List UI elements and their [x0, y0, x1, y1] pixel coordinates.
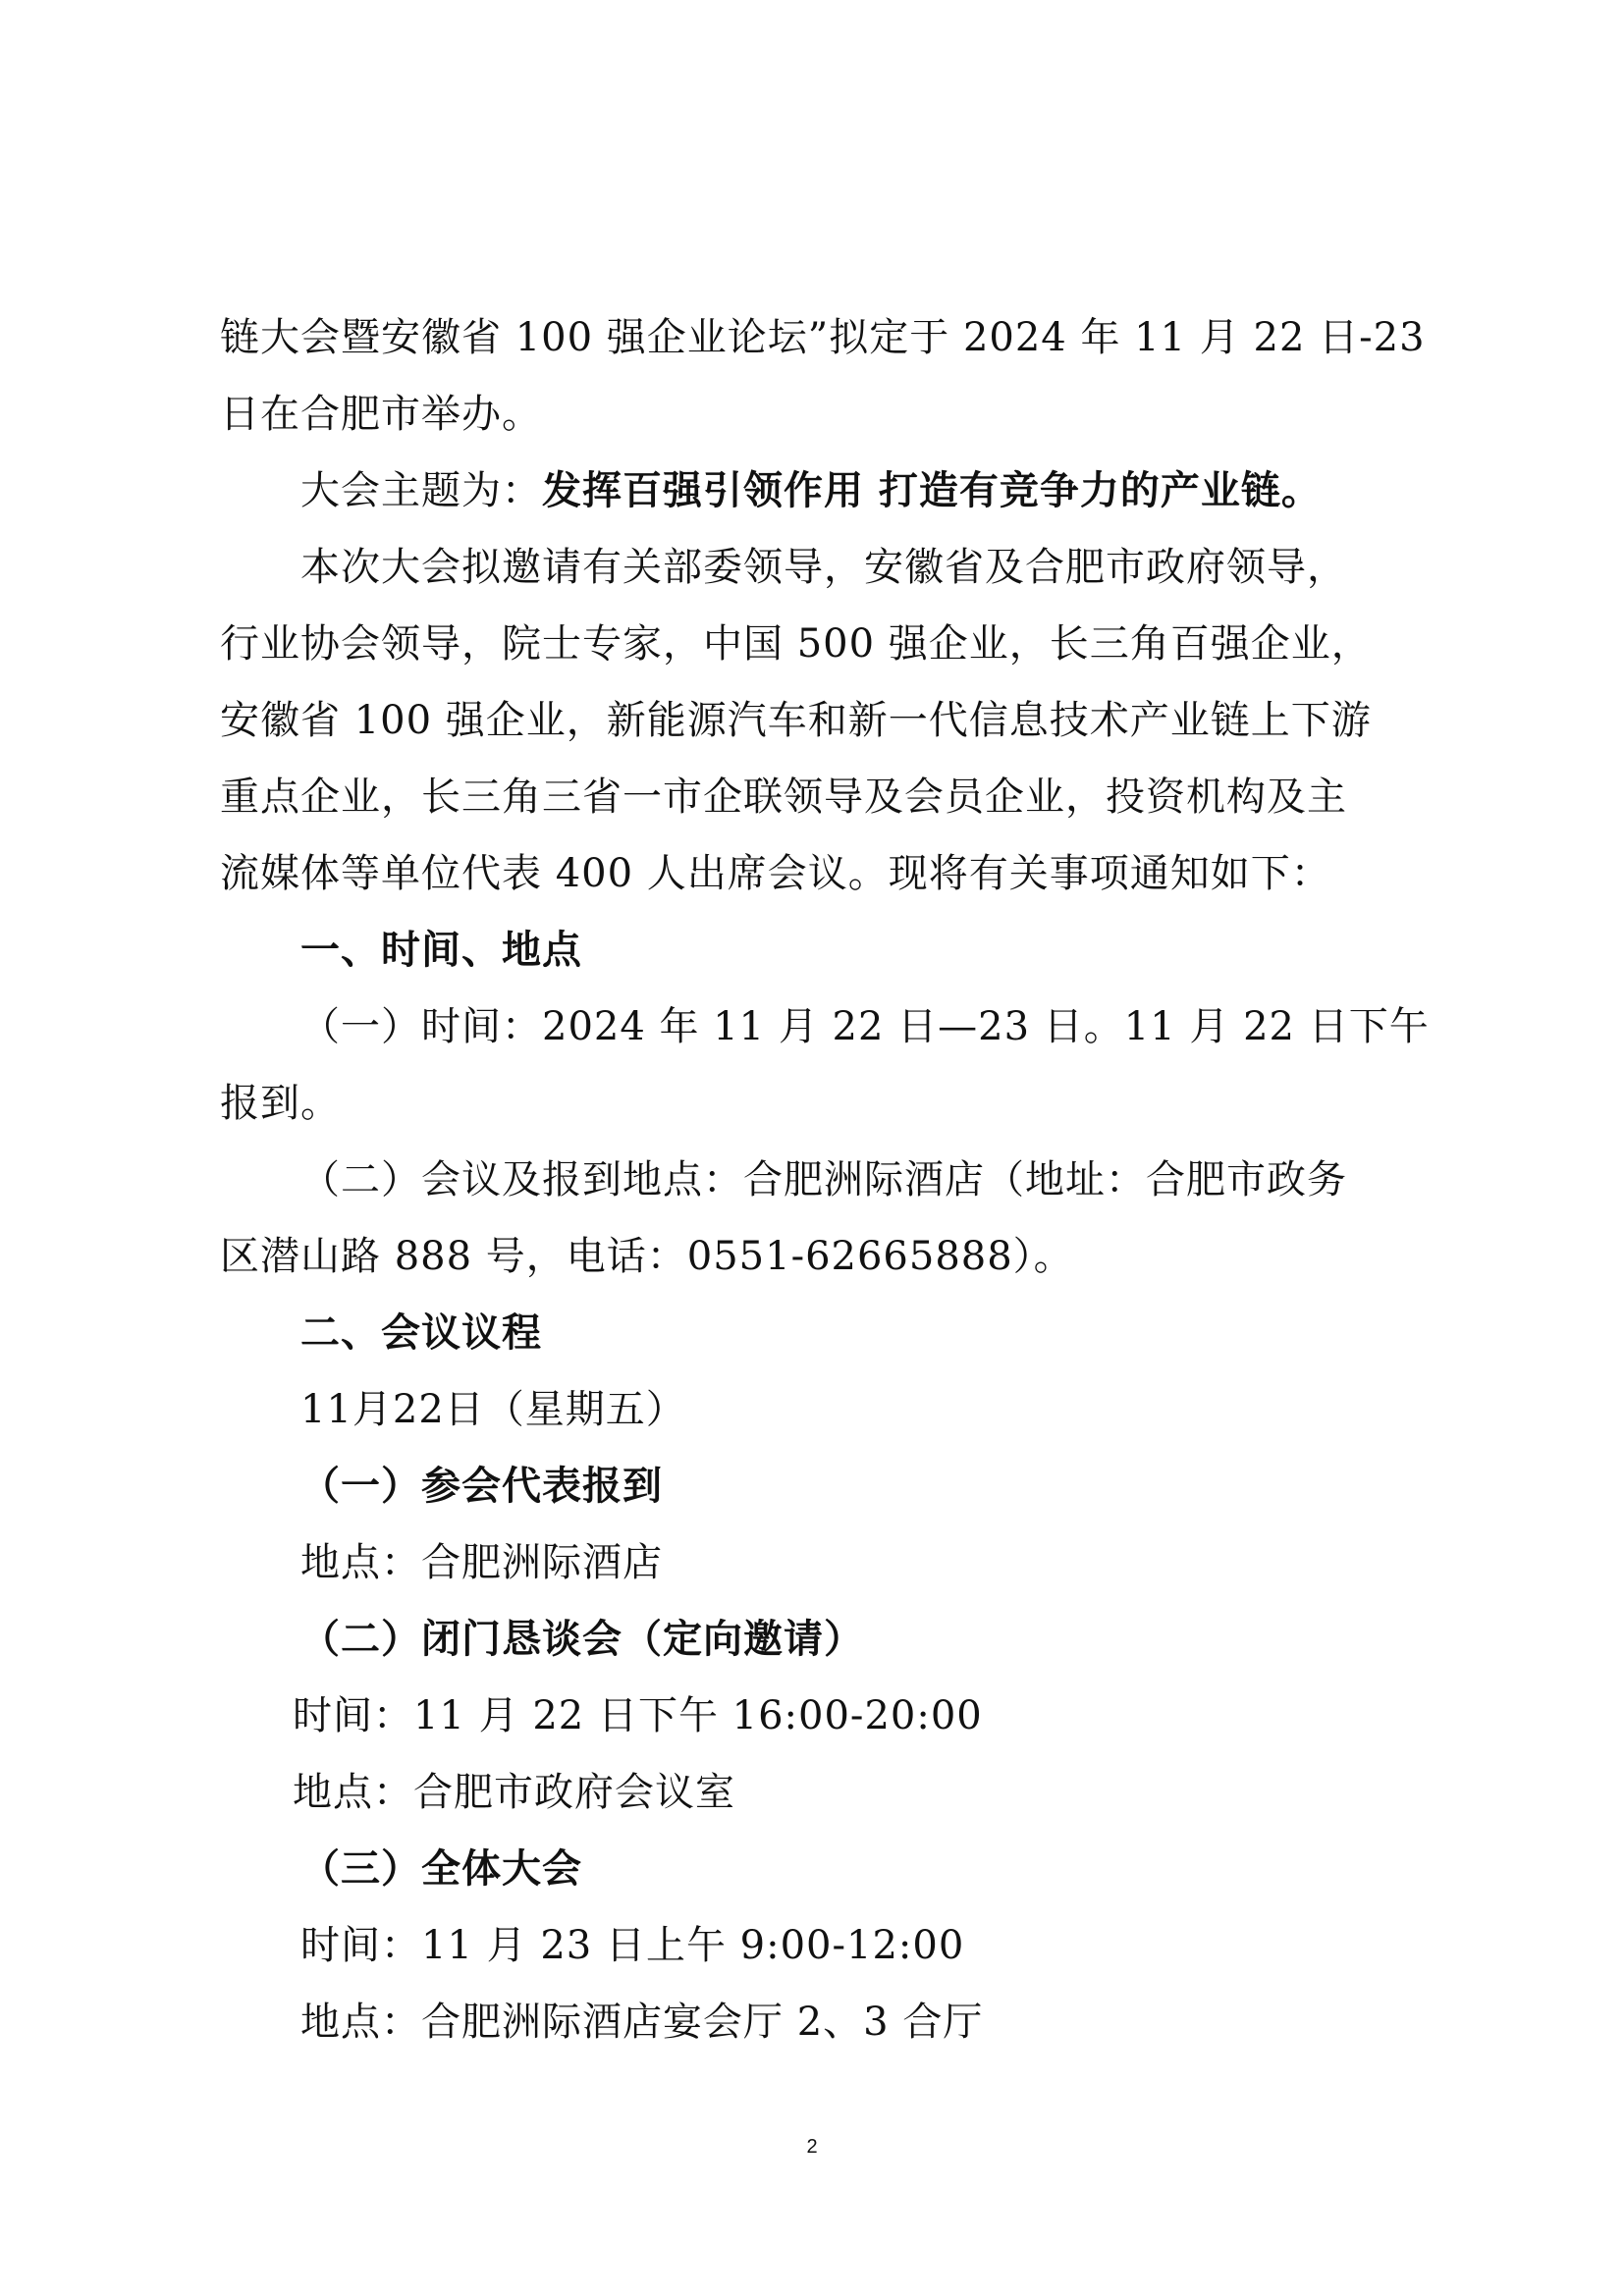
theme-prefix: 大会主题为： [300, 468, 542, 513]
paragraph-line: 日在合肥市举办。 [220, 392, 542, 437]
paragraph-line: 安徽省 100 强企业，新能源汽车和新一代信息技术产业链上下游 [220, 698, 1372, 743]
section-heading: 二、会议议程 [300, 1310, 542, 1356]
paragraph-line: 流媒体等单位代表 400 人出席会议。现将有关事项通知如下： [220, 851, 1331, 896]
paragraph-line: 链大会暨安徽省 100 强企业论坛”拟定于 2024 年 11 月 22 日-23 [220, 315, 1426, 360]
subsection-heading: （二）闭门恳谈会（定向邀请） [300, 1617, 864, 1662]
section-heading: 一、时间、地点 [300, 928, 582, 973]
paragraph-line: （二）会议及报到地点：合肥洲际酒店（地址：合肥市政务 [300, 1157, 1347, 1202]
paragraph-line: 报到。 [220, 1081, 341, 1126]
page-number: 2 [806, 2136, 818, 2158]
subsection-heading: （三）全体大会 [300, 1846, 582, 1892]
theme-line [300, 467, 1322, 514]
paragraph-line: 区潜山路 888 号，电话：0551-62665888）。 [220, 1234, 1074, 1279]
agenda-location: 地点：合肥洲际酒店宴会厅 2、3 合厅 [300, 2000, 984, 2045]
agenda-time: 时间：11 月 22 日下午 16:00-20:00 [293, 1693, 983, 1738]
theme-text: 发挥百强引领作用 打造有竞争力的产业链。 [542, 468, 1322, 513]
agenda-date: 11月22日（星期五） [300, 1387, 686, 1432]
agenda-location: 地点：合肥市政府会议室 [293, 1770, 735, 1815]
paragraph-line: （一）时间：2024 年 11 月 22 日—23 日。11 月 22 日下午 [300, 1004, 1430, 1049]
paragraph-line: 行业协会领导，院士专家，中国 500 强企业，长三角百强企业， [220, 621, 1372, 667]
agenda-location: 地点：合肥洲际酒店 [300, 1540, 663, 1585]
paragraph-line: 本次大会拟邀请有关部委领导，安徽省及合肥市政府领导， [300, 545, 1347, 590]
subsection-heading: （一）参会代表报到 [300, 1464, 663, 1509]
paragraph-line: 重点企业，长三角三省一市企联领导及会员企业，投资机构及主 [220, 774, 1347, 820]
agenda-time: 时间：11 月 23 日上午 9:00-12:00 [300, 1923, 965, 1968]
